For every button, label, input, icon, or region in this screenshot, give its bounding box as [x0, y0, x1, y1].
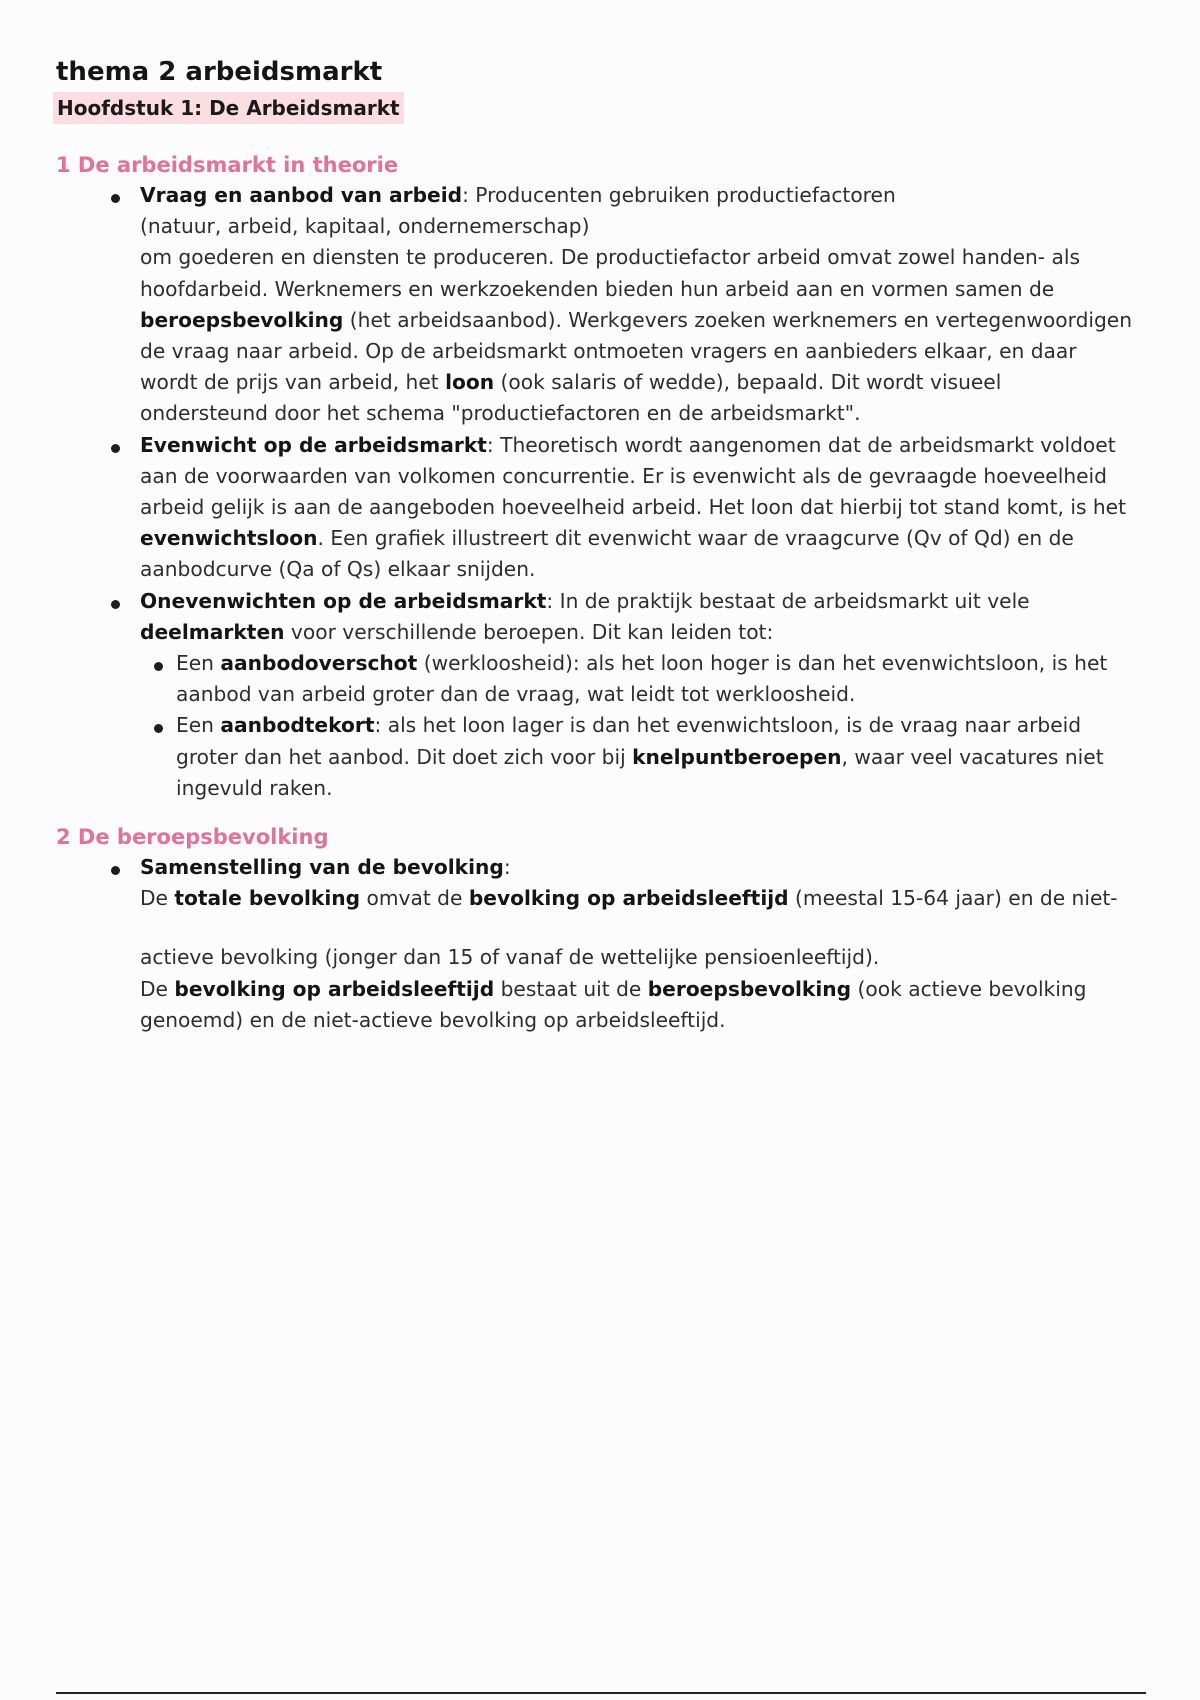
text-line: (natuur, arbeid, kapitaal, ondernemerschap)	[140, 214, 590, 239]
text-line: actieve bevolking (jonger dan 15 of vanaf de wettelijke pensioenleeftijd).	[140, 945, 880, 970]
text-line: beroepsbevolking (het arbeidsaanbod). Werkgevers zoeken werknemers en vertegenwoordigen	[140, 307, 1133, 332]
text-line: wordt de prijs van arbeid, het loon (ook salaris of wedde), bepaald. Dit wordt visueel	[140, 370, 1002, 395]
bullet-vraag-en-aanbod	[56, 180, 1146, 430]
text-line: ondersteund door het schema "productiefactoren en de arbeidsmarkt".	[140, 401, 861, 426]
page-bottom-rule	[56, 1692, 1146, 1694]
text-line: deelmarkten voor verschillende beroepen. Dit kan leiden tot:	[140, 619, 774, 644]
text-line: de vraag naar arbeid. Op de arbeidsmarkt ontmoeten vragers en aanbieders elkaar, en daar	[140, 339, 1077, 364]
text-line: groter dan het aanbod. Dit doet zich voor bij knelpuntberoepen, waar veel vacatures niet	[176, 744, 1104, 769]
text-line: evenwichtsloon. Een grafiek illustreert dit evenwicht waar de vraagcurve (Qv of Qd) en de	[140, 526, 1074, 551]
sub-bullet-aanbodoverschot	[140, 648, 1146, 710]
text-line: De bevolking op arbeidsleeftijd bestaat uit de beroepsbevolking (ook actieve bevolking	[140, 976, 1087, 1001]
sub-bullet-list	[140, 648, 1146, 804]
text-line: De totale bevolking omvat de bevolking op arbeidsleeftijd (meestal 15-64 jaar) en de niet-	[140, 886, 1118, 911]
bullet-samenstelling	[56, 852, 1146, 1036]
blank-line	[140, 914, 1146, 942]
text-line: Een aanbodtekort: als het loon lager is dan het evenwichtsloon, is de vraag naar arbeid	[176, 713, 1082, 738]
text-line: Onevenwichten op de arbeidsmarkt: In de praktijk bestaat de arbeidsmarkt uit vele	[140, 588, 1030, 613]
chapter-heading-highlighted: Hoofdstuk 1: De Arbeidsmarkt	[53, 92, 404, 124]
text-line: aanbod van arbeid groter dan de vraag, wat leidt tot werkloosheid.	[176, 682, 856, 707]
section-1-bullet-list	[56, 180, 1146, 804]
section-2-bullet-list	[56, 852, 1146, 1036]
text-line: Evenwicht op de arbeidsmarkt: Theoretisch wordt aangenomen dat de arbeidsmarkt voldoet	[140, 432, 1116, 457]
document-title: thema 2 arbeidsmarkt	[56, 57, 383, 87]
text-line: arbeid gelijk is aan de aangeboden hoeveelheid arbeid. Het loon dat hierbij tot stand komt, is het	[140, 495, 1127, 520]
sub-bullet-aanbodtekort	[140, 710, 1146, 804]
text-line: Samenstelling van de bevolking:	[140, 855, 511, 880]
section-heading-2: 2 De beroepsbevolking	[56, 825, 329, 850]
text-line: aanbodcurve (Qa of Qs) elkaar snijden.	[140, 557, 536, 582]
text-line: genoemd) en de niet-actieve bevolking op arbeidsleeftijd.	[140, 1007, 726, 1032]
bullet-onevenwichten	[56, 586, 1146, 804]
text-line: ingevuld raken.	[176, 775, 333, 800]
text-line: aan de voorwaarden van volkomen concurrentie. Er is evenwicht als de gevraagde hoeveelheid	[140, 463, 1107, 488]
text-line: hoofdarbeid. Werknemers en werkzoekenden bieden hun arbeid aan en vormen samen de	[140, 276, 1055, 301]
text-line: Een aanbodoverschot (werkloosheid): als het loon hoger is dan het evenwichtsloon, is het	[176, 651, 1108, 676]
text-line: om goederen en diensten te produceren. De productiefactor arbeid omvat zowel handen- als	[140, 245, 1080, 270]
section-heading-1: 1 De arbeidsmarkt in theorie	[56, 153, 399, 177]
document-page	[56, 52, 1146, 1036]
text-line: Vraag en aanbod van arbeid: Producenten gebruiken productiefactoren	[140, 183, 896, 207]
bullet-evenwicht	[56, 430, 1146, 586]
